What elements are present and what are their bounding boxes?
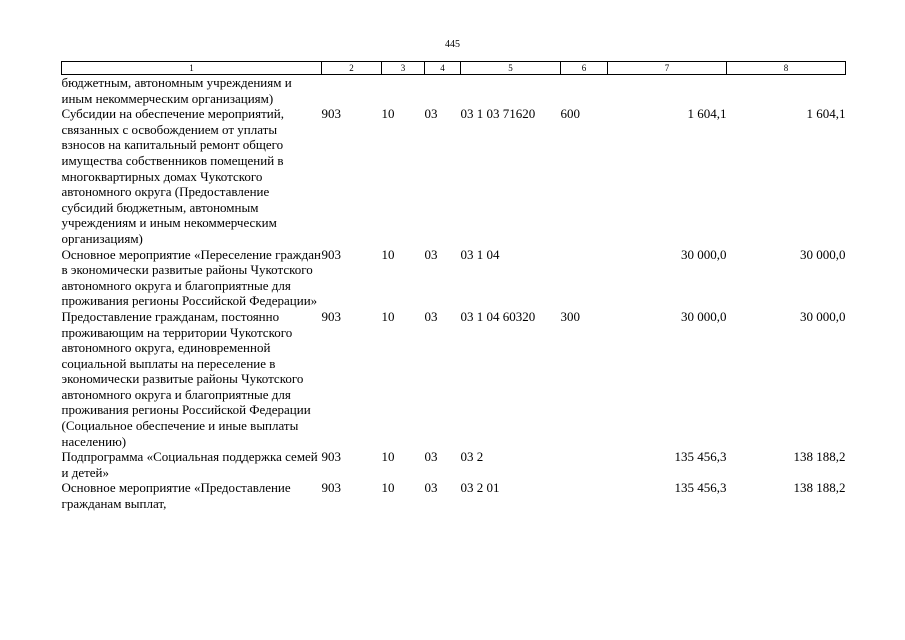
table-header-row: [62, 62, 846, 75]
row-gov-code: 903: [321, 308, 341, 324]
header-col-4: 4: [425, 62, 461, 75]
row-amount-year1: 135 456,3: [674, 449, 727, 465]
row-amount-year2: 138 188,2: [793, 449, 846, 465]
header-col-3: 3: [382, 62, 425, 75]
header-col-7: 7: [608, 62, 727, 75]
page-number: 445: [445, 39, 460, 50]
row-target-article: 03 2 01: [460, 480, 500, 496]
header-col-5: 5: [461, 62, 561, 75]
row-amount-year1: 1 604,1: [687, 106, 727, 122]
row-name: Субсидии на обеспечение мероприятий, связанных с освобождением от уплаты взносов на капитальный ремонт общего имущества собственников помещений в многоквартирных домах Чукотского автономного округа (Предоставление субсидий бюджетным, автономным учреждениям и иным некоммерческим организациям): [61, 106, 284, 246]
row-expense-type: [561, 449, 608, 480]
header-col-2: 2: [322, 62, 382, 75]
row-section: [382, 75, 425, 107]
row-gov-code: 903: [321, 449, 341, 465]
row-section: 10: [381, 106, 395, 122]
row-expense-type: 600: [560, 106, 580, 122]
row-amount-year1: 30 000,0: [681, 308, 727, 324]
row-amount-year2: 30 000,0: [800, 308, 846, 324]
row-target-article: 03 2: [460, 449, 484, 465]
row-expense-type: [561, 480, 608, 511]
row-section: 10: [381, 480, 395, 496]
row-target-article: 03 1 04: [460, 246, 500, 262]
row-subsection: 03: [424, 308, 438, 324]
row-name: Подпрограмма «Социальная поддержка семей и детей»: [61, 449, 318, 480]
row-subsection: 03: [424, 106, 438, 122]
table-row: [62, 480, 846, 511]
row-name: Основное мероприятие «Предоставление гражданам выплат,: [61, 480, 291, 512]
row-name: бюджетным, автономным учреждениям и иным некоммерческим организациям): [61, 75, 292, 106]
row-target-article: 03 1 03 71620: [460, 106, 536, 122]
row-gov-code: [322, 75, 382, 107]
row-name: Предоставление гражданам, постоянно проживающим на территории Чукотского автономного округа, единовременной социальной выплаты на переселение в экономически развитые районы Чукотского автономного округа и благоприятные для проживания регионы Российской Федерации (Социальное обеспечение и иные выплаты населению): [61, 308, 311, 449]
row-amount-year2: 1 604,1: [806, 106, 846, 122]
row-subsection: 03: [424, 246, 438, 262]
row-subsection: 03: [424, 449, 438, 465]
header-col-1: 1: [62, 62, 322, 75]
row-subsection: [425, 75, 461, 107]
row-gov-code: 903: [321, 246, 341, 262]
row-expense-type: [561, 247, 608, 309]
row-amount-year1: [608, 75, 727, 107]
row-expense-type: [561, 75, 608, 107]
row-section: 10: [381, 246, 395, 262]
row-gov-code: 903: [321, 106, 341, 122]
row-gov-code: 903: [321, 480, 341, 496]
header-col-8: 8: [727, 62, 846, 75]
budget-table: [61, 61, 846, 512]
table-row: [62, 106, 846, 246]
table-row: [62, 247, 846, 309]
row-section: 10: [381, 308, 395, 324]
row-target-article: 03 1 04 60320: [460, 308, 536, 324]
row-amount-year1: 135 456,3: [674, 480, 727, 496]
row-amount-year2: [727, 75, 846, 107]
row-amount-year2: 30 000,0: [800, 246, 846, 262]
row-target-article: [461, 75, 561, 107]
row-subsection: 03: [424, 480, 438, 496]
row-amount-year1: 30 000,0: [681, 246, 727, 262]
table-row: [62, 309, 846, 449]
row-amount-year2: 138 188,2: [793, 480, 846, 496]
table-row: [62, 449, 846, 480]
header-col-6: 6: [561, 62, 608, 75]
row-expense-type: 300: [560, 308, 580, 324]
table-row: [62, 75, 846, 107]
row-section: 10: [381, 449, 395, 465]
row-name: Основное мероприятие «Переселение граждан в экономически развитые районы Чукотского автономного округа и благоприятные для проживания регионы Российской Федерации»: [61, 246, 322, 309]
